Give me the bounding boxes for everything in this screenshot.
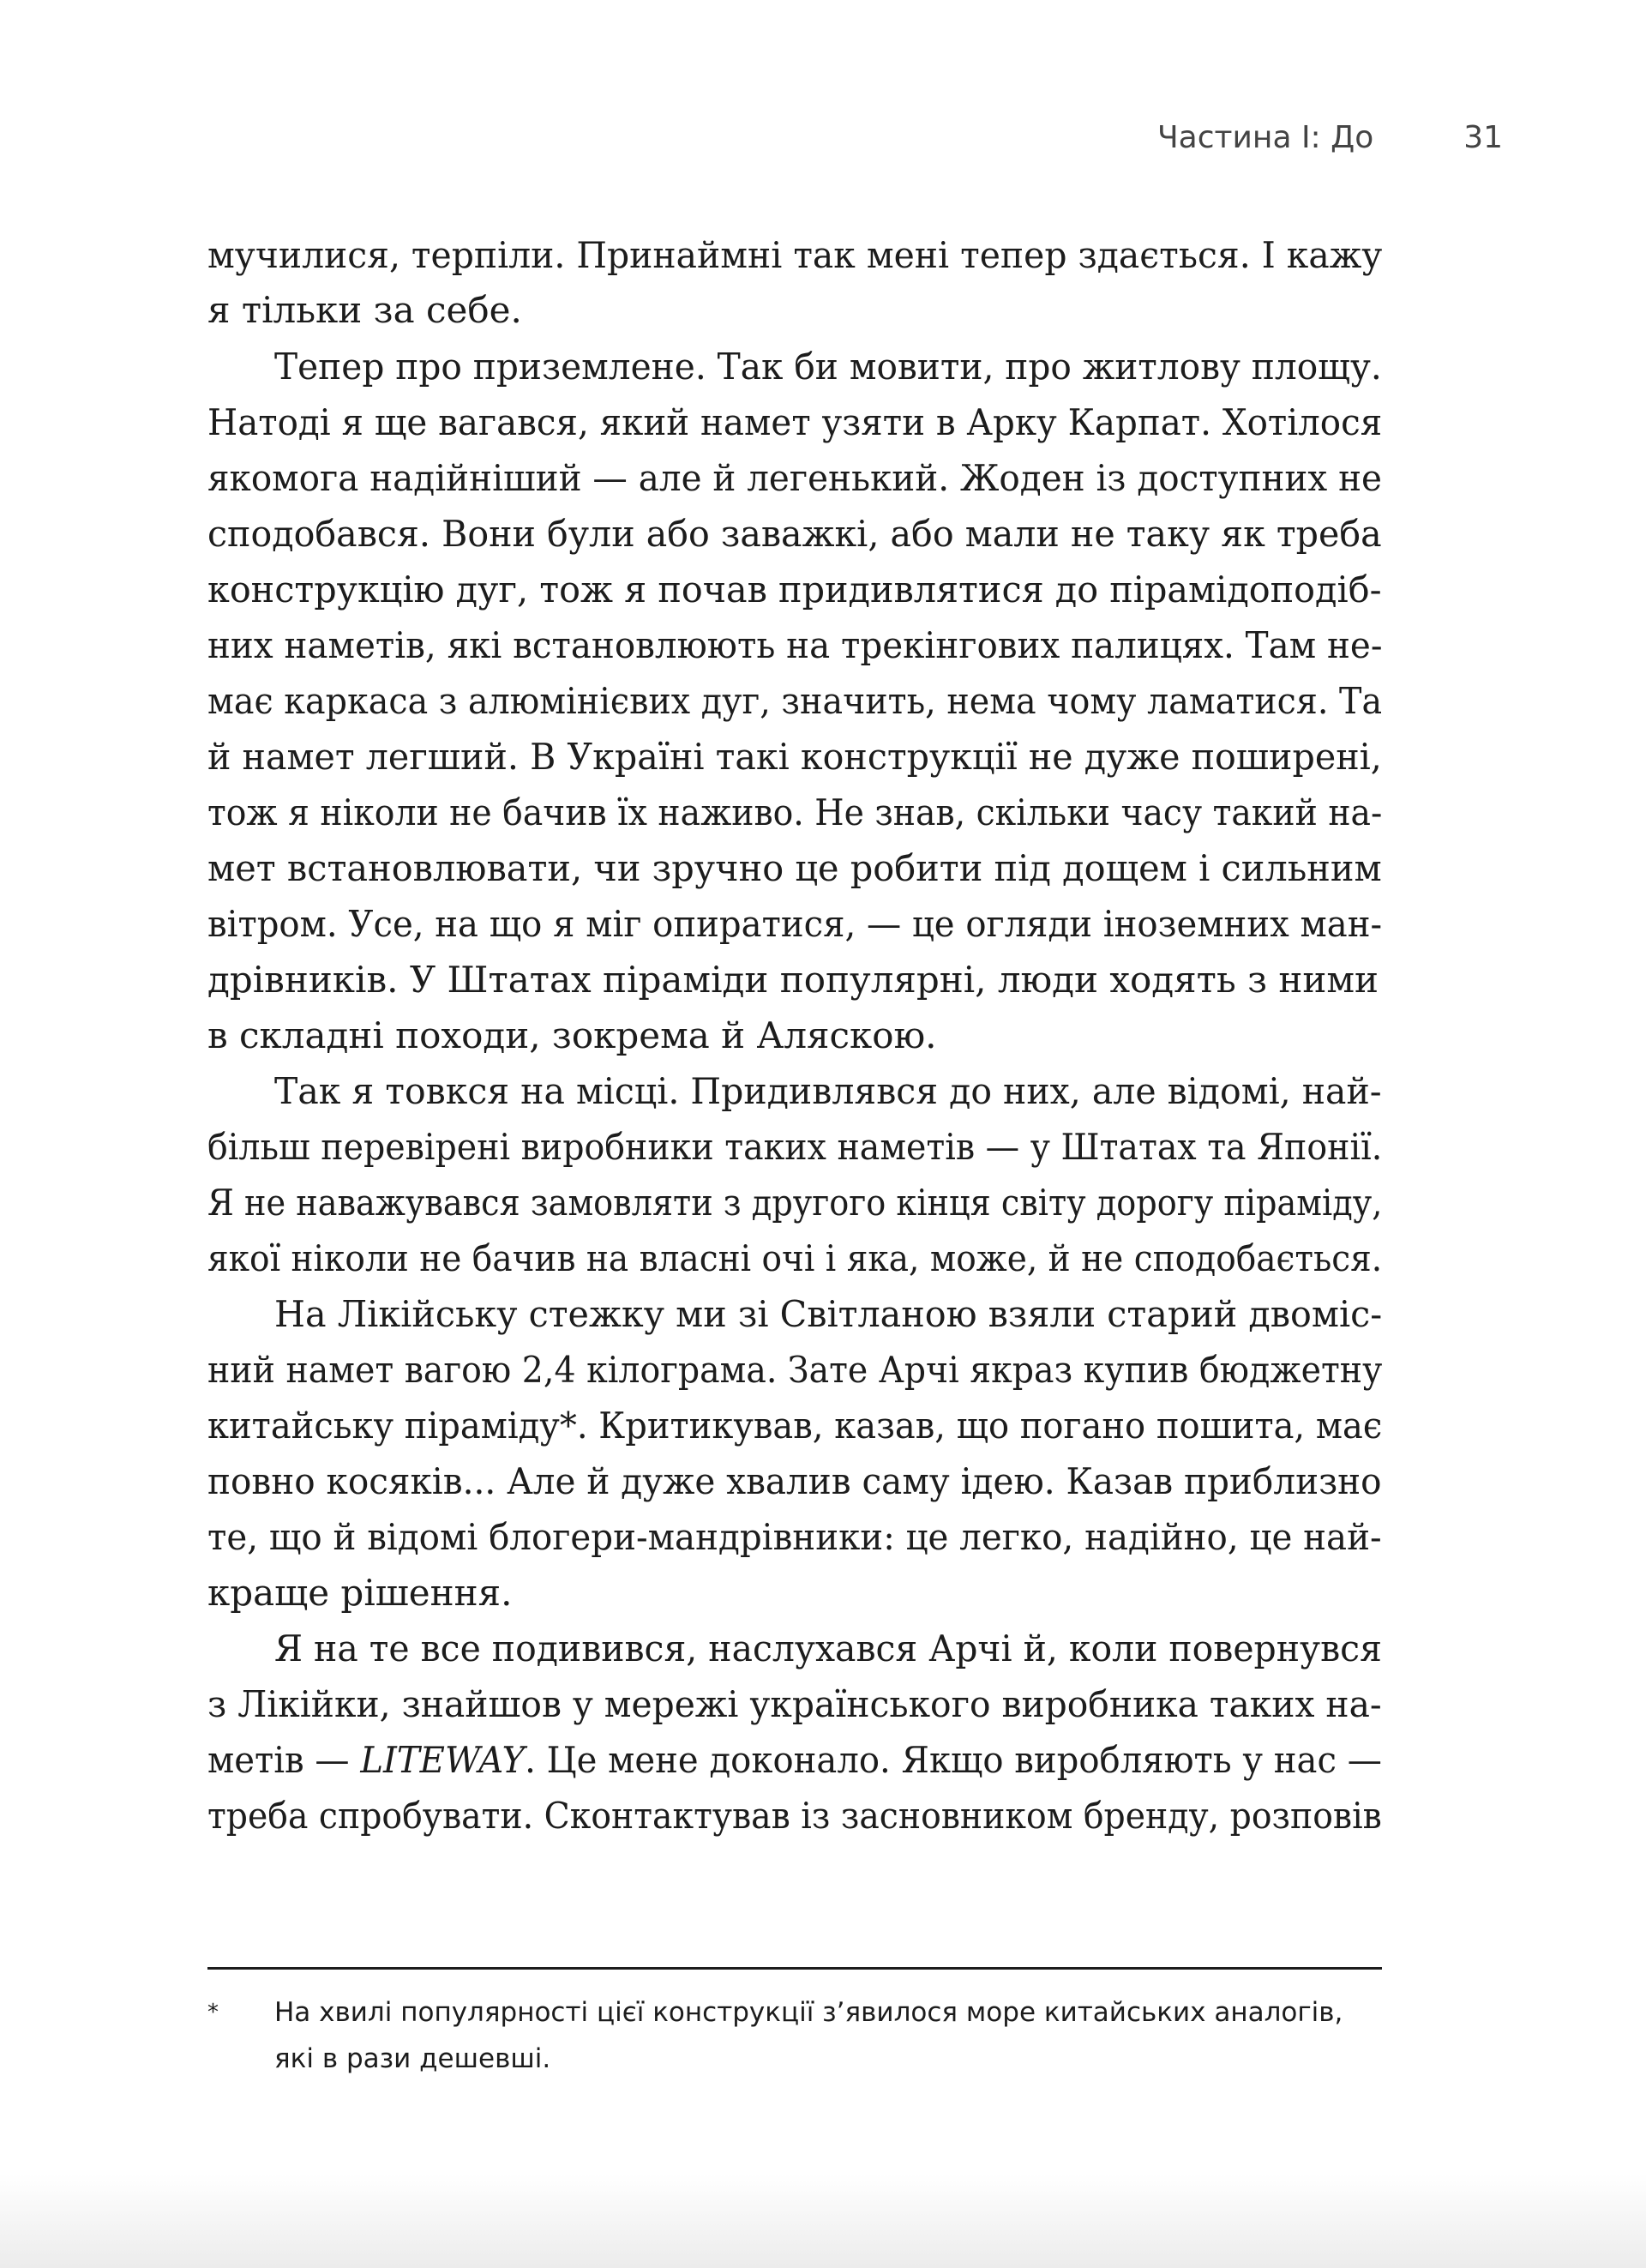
body-line: метів — LITEWAY. Це мене доконало. Якщо виробляють у нас —	[207, 1739, 1382, 1781]
brand-name-emphasis: LITEWAY	[360, 1739, 526, 1781]
body-line: краще рішення.	[207, 1572, 513, 1614]
body-line: якомога надійніший — але й легенький. Жоден із доступних не	[207, 457, 1382, 499]
body-line: в складні походи, зокрема й Аляскою.	[207, 1014, 937, 1056]
body-line: мет встановлювати, чи зручно це робити під дощем і сильним	[207, 847, 1382, 889]
running-head-section-title: Частина I: До	[1157, 120, 1374, 155]
body-line: з Лікійки, знайшов у мережі українського виробника таких на-	[207, 1683, 1382, 1725]
footnote-line: які в рази дешевші.	[274, 2043, 551, 2074]
body-line: й намет легший. В Україні такі конструкції не дуже поширені,	[207, 736, 1382, 778]
body-line: Я не наважувався замовляти з другого кінця світу дорогу піраміду,	[207, 1182, 1383, 1224]
body-line: Тепер про приземлене. Так би мовити, про житлову площу.	[274, 346, 1382, 388]
body-line: вітром. Усе, на що я міг опиратися, — це огляди іноземних ман-	[207, 903, 1383, 945]
body-line: треба спробувати. Сконтактував із засновником бренду, розповів	[207, 1795, 1382, 1837]
page-number: 31	[1463, 120, 1503, 155]
body-line: них наметів, які встановлюють на трекінгових палицях. Там не-	[207, 624, 1383, 666]
body-line: тож я ніколи не бачив їх наживо. Не знав, скільки часу такий на-	[207, 791, 1383, 833]
body-line: Я на те все подивився, наслухався Арчі й, коли повернувся	[274, 1627, 1382, 1669]
body-line: якої ніколи не бачив на власні очі і яка, може, й не сподобається.	[207, 1237, 1383, 1279]
footnote-divider	[207, 1967, 1382, 1970]
body-line: дрівників. У Штатах піраміди популярні, люди ходять з ними	[207, 959, 1379, 1001]
body-line: китайську піраміду*. Критикував, казав, що погано пошита, має	[207, 1405, 1383, 1447]
running-head	[1157, 120, 1503, 163]
body-line: мучилися, терпіли. Принаймні так мені тепер здається. І кажу	[207, 234, 1383, 276]
body-line: я тільки за себе.	[207, 289, 522, 331]
body-line: конструкцію дуг, тож я почав придивлятися до пірамідоподіб-	[207, 569, 1382, 611]
body-line: більш перевірені виробники таких наметів — у Штатах та Японії.	[207, 1126, 1383, 1168]
body-line: Так я товкся на місці. Придивлявся до них, але відомі, най-	[274, 1070, 1382, 1112]
body-line: те, що й відомі блогери-мандрівники: це легко, надійно, це най-	[207, 1516, 1382, 1558]
footnote-line: На хвилі популярності цієї конструкції з’явилося море китайських аналогів,	[274, 1997, 1343, 2028]
body-line: Натоді я ще вагався, який намет узяти в Арку Карпат. Хотілося	[207, 401, 1383, 443]
body-line: повно косяків... Але й дуже хвалив саму ідею. Казав приблизно	[207, 1460, 1382, 1502]
body-line: На Лікійську стежку ми зі Світланою взяли старий двоміс-	[274, 1293, 1383, 1335]
footnote-marker: *	[207, 2000, 219, 2025]
body-line: має каркаса з алюмінієвих дуг, значить, нема чому ламатися. Та	[207, 680, 1383, 722]
body-line: ний намет вагою 2,4 кілограма. Зате Арчі якраз купив бюджетну	[207, 1349, 1383, 1391]
body-line: сподобався. Вони були або заважкі, або мали не таку як треба	[207, 513, 1382, 555]
page-bottom-shadow	[0, 2174, 1646, 2268]
